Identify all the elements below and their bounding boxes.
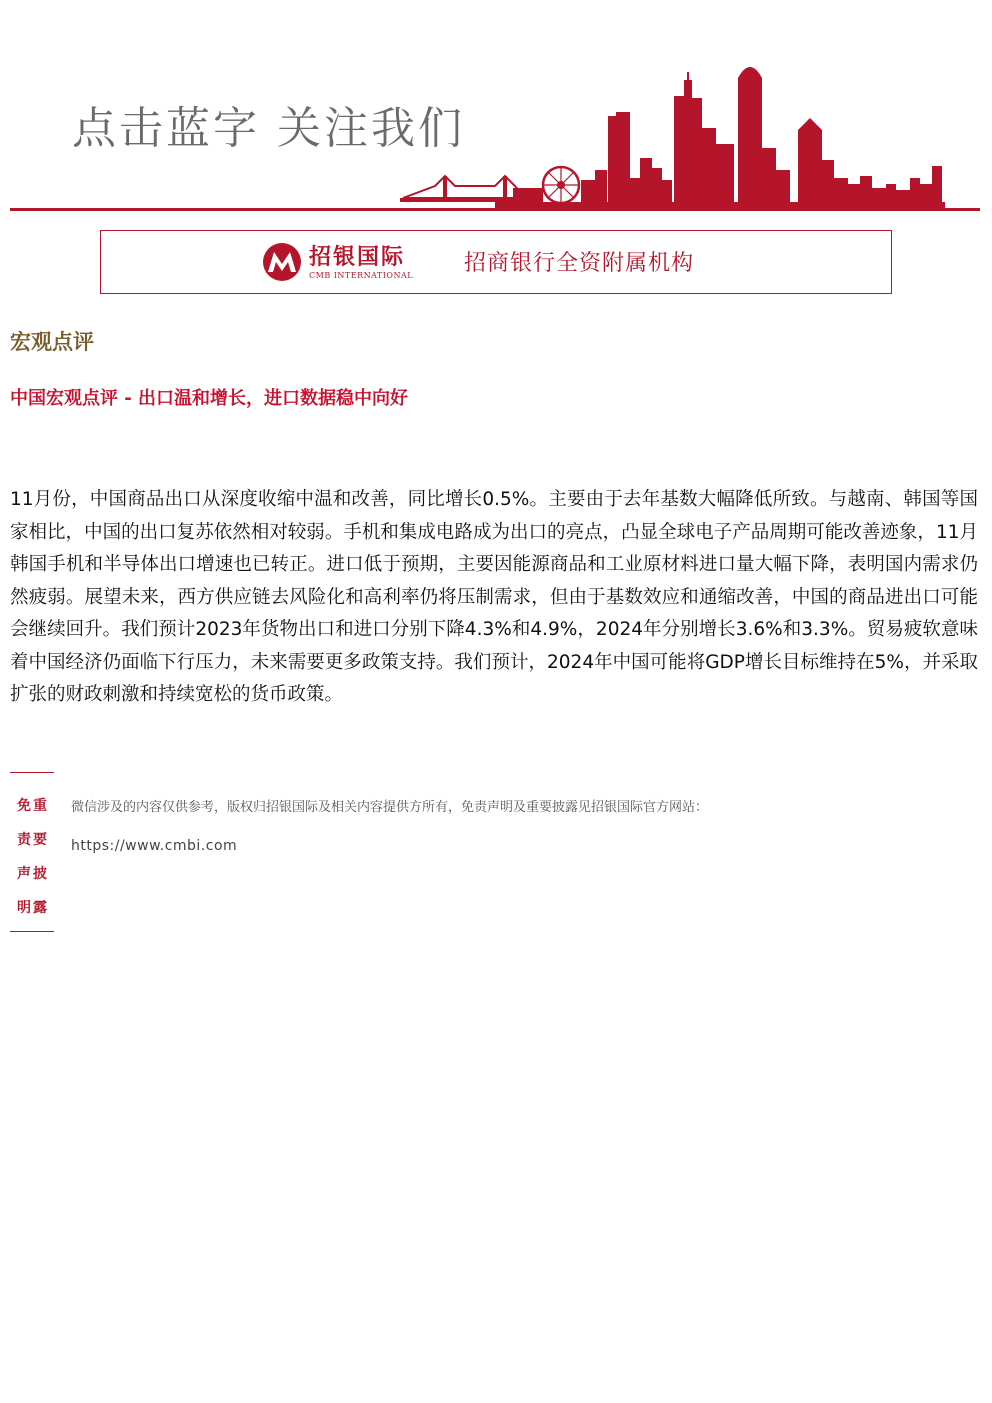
logo-chinese-name: 招银国际 — [309, 244, 406, 270]
article-title: 中国宏观点评 - 出口温和增长，进口数据稳中向好 — [10, 388, 409, 409]
header — [0, 0, 992, 215]
disclaimer-col-right — [32, 789, 48, 925]
website-link[interactable]: https://www.cmbi.com — [71, 838, 238, 854]
disclaimer-char: 声 — [17, 866, 31, 882]
disclaimer-note: 微信涉及的内容仅供参考，版权归招银国际及相关内容提供方所有，免责声明及重要披露见招银国际官方网站： — [71, 800, 709, 815]
disclaimer-char: 重 — [33, 798, 47, 814]
city-skyline-icon — [395, 58, 950, 210]
cmbi-logo-icon — [261, 242, 303, 282]
disclaimer-char: 明 — [17, 900, 31, 916]
disclaimer-char: 责 — [17, 832, 31, 848]
article-body: 11月份，中国商品出口从深度收缩中温和改善，同比增长0.5%。主要由于去年基数大幅降低所致。与越南、韩国等国家相比，中国的出口复苏依然相对较弱。手机和集成电路成为出口的亮点，凸显全球电子产品周期可能改善迹象，11月韩国手机和半导体出口增速也已转正。进口低于预期，主要因能源商品和工业原材料进口量大幅下降，表明国内需求仍然疲弱。展望未来，西方供应链去风险化和高利率仍将压制需求，但由于基数效应和通缩改善，中国的商品进出口可能会继续回升。我们预计2023年货物出口和进口分别下降4.3%和4.9%，2024年分别增长3.6%和3.3%。贸易疲软意味着中国经济仍面临下行压力，未来需要更多政策支持。我们预计，2024年中国可能将GDP增长目标维持在5%，并采取扩张的财政刺激和持续宽松的货币政策。 — [10, 489, 978, 705]
disclaimer-label — [10, 772, 54, 932]
logo-english-name: CMB INTERNATIONAL — [309, 271, 414, 280]
disclaimer-char: 披 — [33, 866, 47, 882]
header-divider — [10, 208, 980, 211]
disclaimer-char: 露 — [33, 900, 47, 916]
banner-slogan: 招商银行全资附属机构 — [464, 251, 695, 276]
follow-us-link[interactable]: 点击蓝字 关注我们 — [72, 103, 465, 154]
disclaimer-char: 免 — [17, 798, 31, 814]
section-label: 宏观点评 — [10, 330, 94, 354]
disclaimer-col-left — [16, 789, 32, 925]
brand-banner — [100, 230, 892, 294]
disclaimer-char: 要 — [33, 832, 47, 848]
